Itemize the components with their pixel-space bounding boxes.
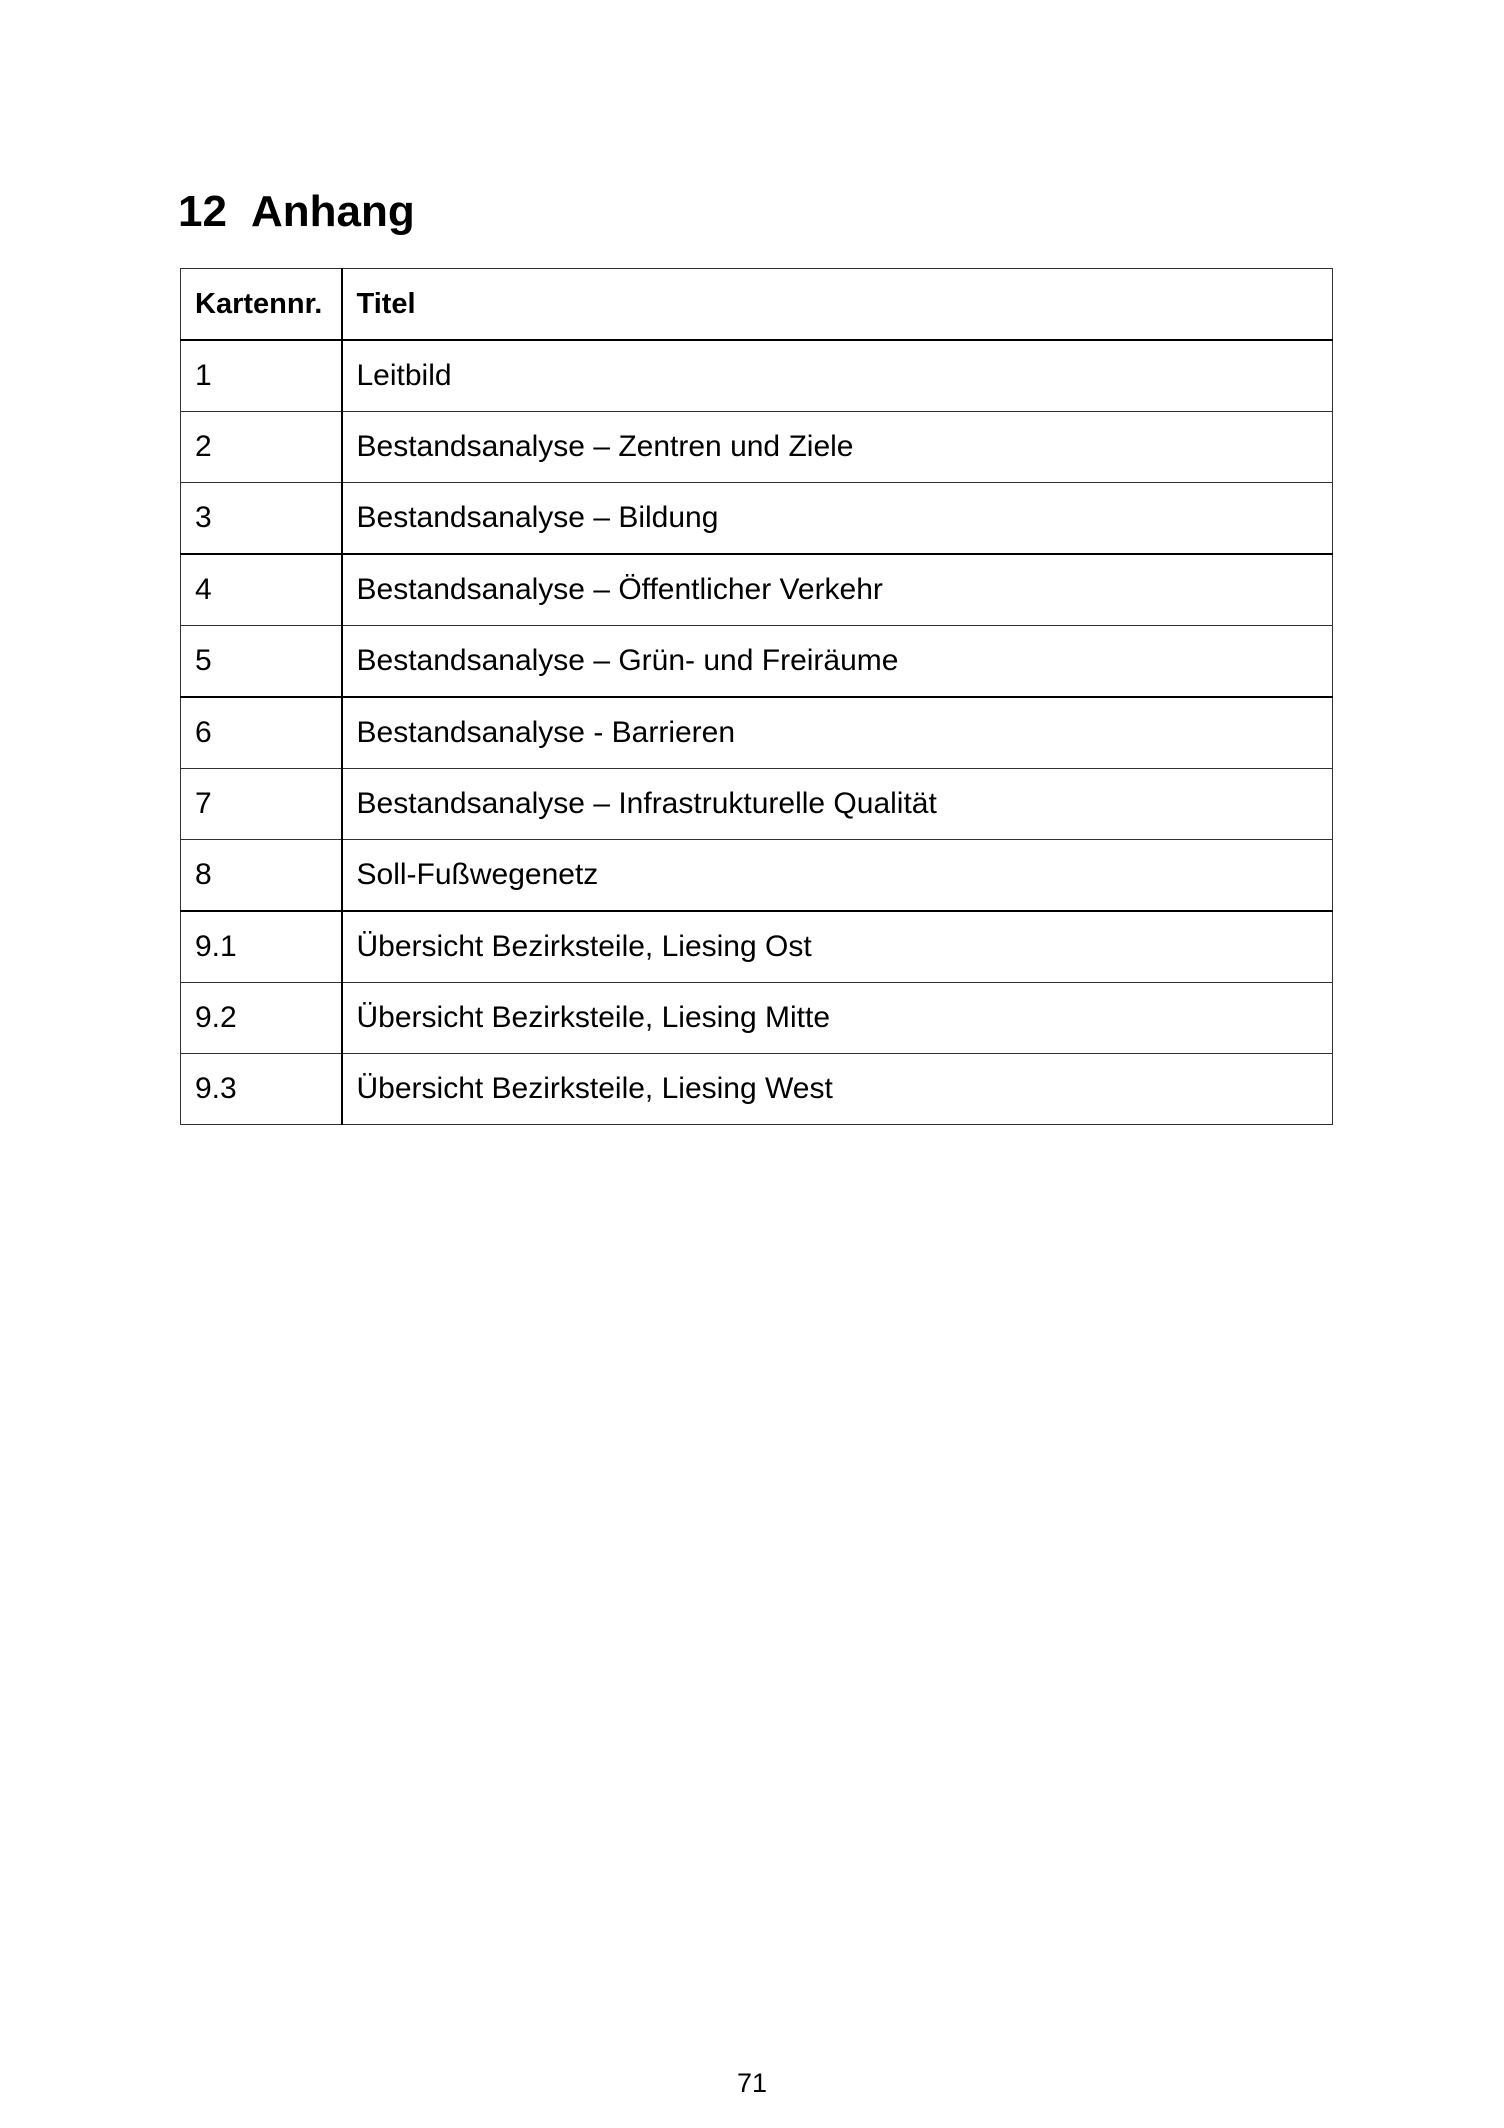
map-number-cell: 8 <box>181 840 342 912</box>
map-title-cell: Bestandsanalyse – Infrastrukturelle Qualität <box>342 769 1333 840</box>
map-number-cell: 7 <box>181 769 342 840</box>
table-row <box>181 554 1333 626</box>
map-number-cell: 2 <box>181 412 342 483</box>
table-row <box>181 840 1333 912</box>
table-row <box>181 769 1333 840</box>
section-title: Anhang <box>250 187 415 236</box>
table-row <box>181 911 1333 983</box>
section-number: 12 <box>178 187 227 236</box>
map-title-cell: Bestandsanalyse - Barrieren <box>342 697 1333 769</box>
page-number: 71 <box>736 2068 768 2098</box>
map-number-cell: 3 <box>181 483 342 555</box>
map-number-cell: 5 <box>181 626 342 698</box>
table-row <box>181 697 1333 769</box>
table-row <box>181 626 1333 698</box>
map-number-cell: 9.3 <box>181 1054 342 1125</box>
map-title-cell: Übersicht Bezirksteile, Liesing Ost <box>342 911 1333 983</box>
map-number-cell: 6 <box>181 697 342 769</box>
table-row <box>181 1054 1333 1125</box>
map-title-cell: Soll-Fußwegenetz <box>342 840 1333 912</box>
map-title-cell: Bestandsanalyse – Grün- und Freiräume <box>342 626 1333 698</box>
column-header-map-number: Kartennr. <box>181 269 342 341</box>
map-number-cell: 9.2 <box>181 983 342 1054</box>
section-heading <box>178 180 415 244</box>
table-row <box>181 483 1333 555</box>
table-row <box>181 983 1333 1054</box>
map-title-cell: Übersicht Bezirksteile, Liesing Mitte <box>342 983 1333 1054</box>
map-number-cell: 4 <box>181 554 342 626</box>
map-title-cell: Bestandsanalyse – Zentren und Ziele <box>342 412 1333 483</box>
map-title-cell: Übersicht Bezirksteile, Liesing West <box>342 1054 1333 1125</box>
map-number-cell: 1 <box>181 340 342 412</box>
map-title-cell: Bestandsanalyse – Bildung <box>342 483 1333 555</box>
table-row <box>181 340 1333 412</box>
column-header-title: Titel <box>342 269 1333 341</box>
map-number-cell: 9.1 <box>181 911 342 983</box>
table-row <box>181 412 1333 483</box>
map-index-table <box>180 268 1333 1125</box>
table-header-row <box>181 269 1333 341</box>
map-title-cell: Bestandsanalyse – Öffentlicher Verkehr <box>342 554 1333 626</box>
map-title-cell: Leitbild <box>342 340 1333 412</box>
